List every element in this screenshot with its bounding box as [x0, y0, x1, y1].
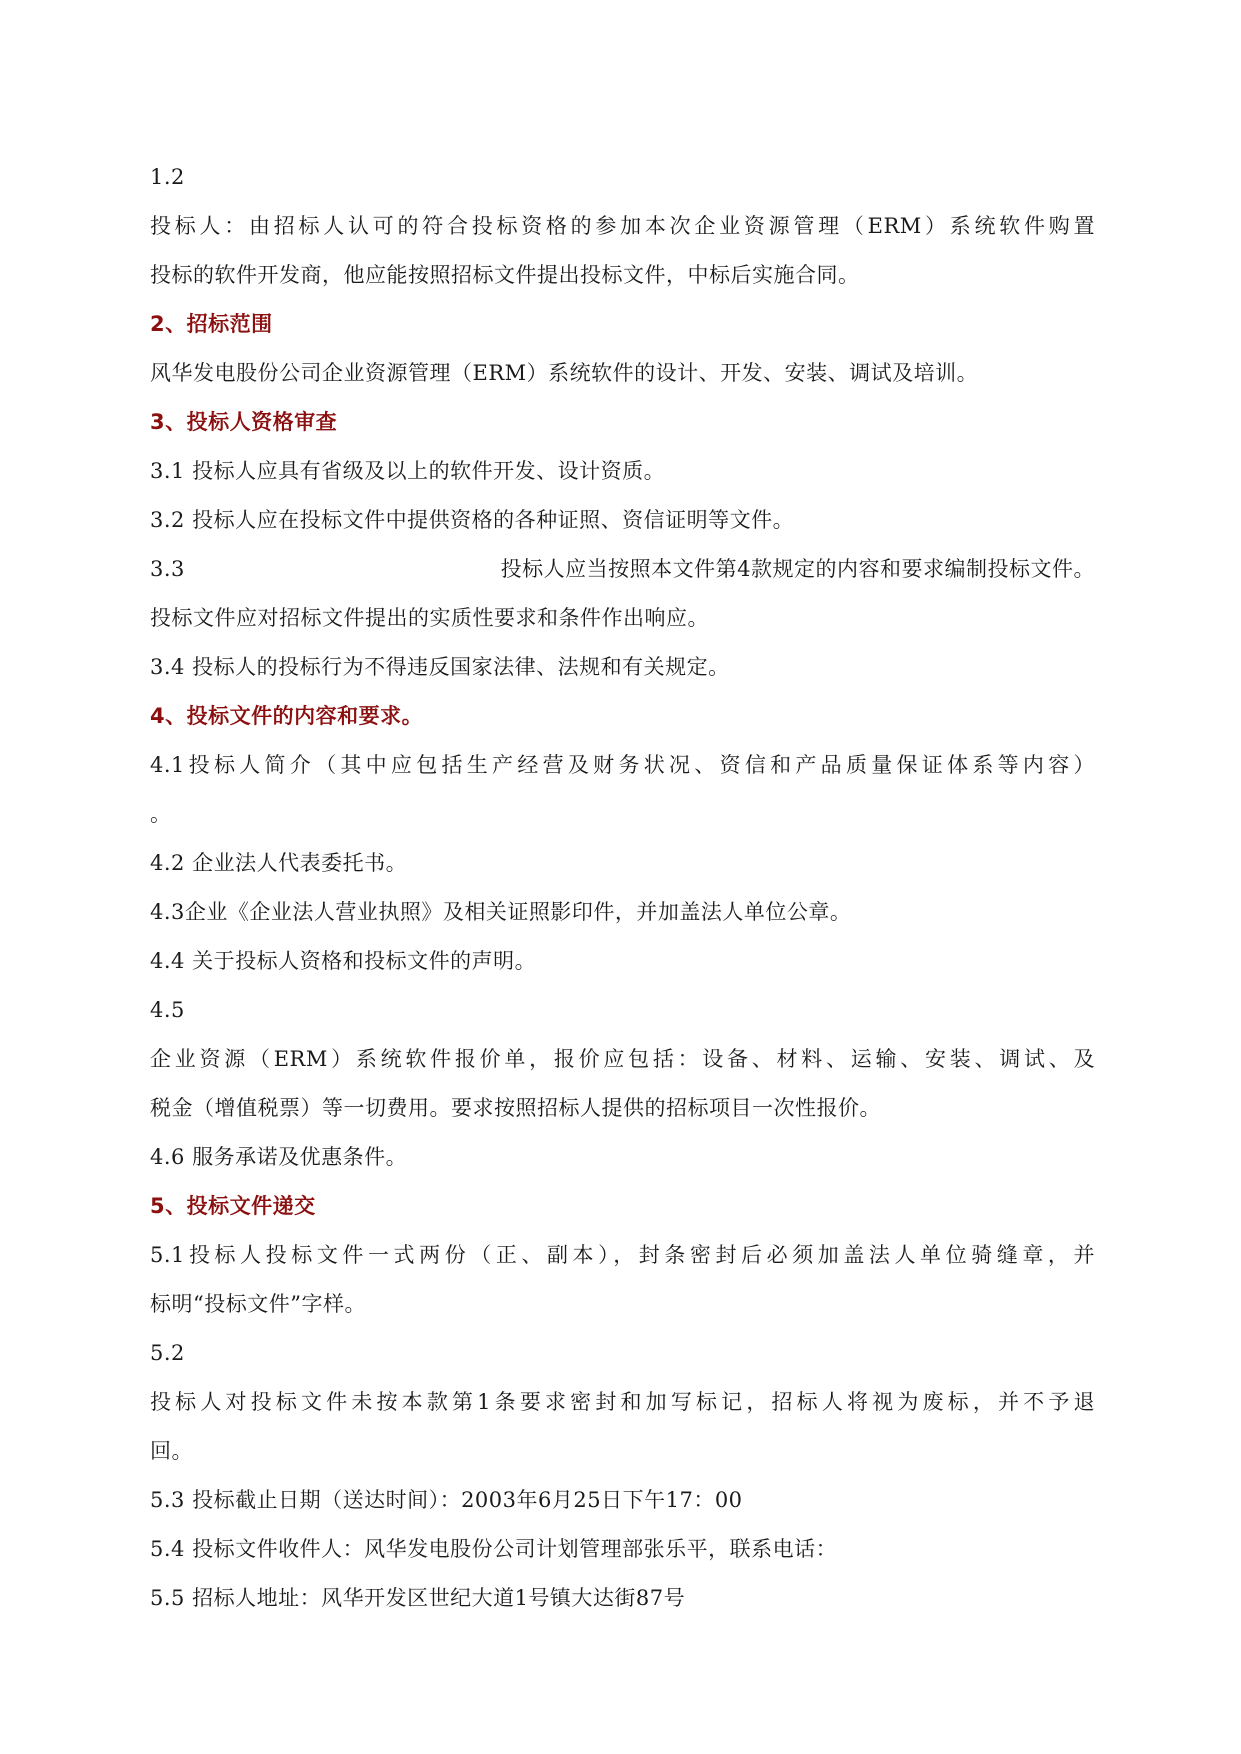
clause-3-3-number: 3.3: [150, 557, 185, 581]
clause-5-2-line-1: 投标人对投标文件未按本款第1条要求密封和加写标记，招标人将视为废标，并不予退: [150, 1390, 1095, 1414]
clause-4-5-number: 4.5: [150, 998, 185, 1022]
clause-3-3-line-1: [150, 545, 1095, 594]
clause-3-4: 3.4 投标人的投标行为不得违反国家法律、法规和有关规定。: [150, 655, 730, 679]
clause-3-1: 3.1 投标人应具有省级及以上的软件开发、设计资质。: [150, 459, 666, 483]
clause-4-2: 4.2 企业法人代表委托书。: [150, 851, 408, 875]
clause-5-2-line-2: 回。: [150, 1439, 193, 1463]
heading-bid-submission: 5、投标文件递交: [150, 1194, 316, 1218]
heading-bid-scope: 2、招标范围: [150, 312, 273, 336]
heading-qualification-review: 3、投标人资格审查: [150, 410, 338, 434]
document-page: [150, 153, 1095, 1623]
clause-4-5-line-1: 企业资源（ERM）系统软件报价单，报价应包括：设备、材料、运输、安装、调试、及: [150, 1047, 1095, 1071]
clause-4-1-line-2: 。: [150, 802, 172, 826]
bidder-definition-line-2: 投标的软件开发商，他应能按照招标文件提出投标文件，中标后实施合同。: [150, 263, 860, 287]
heading-bid-contents: 4、投标文件的内容和要求。: [150, 704, 424, 728]
clause-5-1-line-2: 标明“投标文件”字样。: [150, 1292, 366, 1316]
bid-scope-text: 风华发电股份公司企业资源管理（ERM）系统软件的设计、开发、安装、调试及培训。: [150, 361, 979, 385]
bidder-definition-line-1: 投标人：由招标人认可的符合投标资格的参加本次企业资源管理（ERM）系统软件购置: [150, 214, 1095, 238]
clause-4-4: 4.4 关于投标人资格和投标文件的声明。: [150, 949, 537, 973]
clause-5-3: 5.3 投标截止日期（送达时间）：2003年6月25日下午17：00: [150, 1488, 743, 1512]
clause-4-3: 4.3企业《企业法人营业执照》及相关证照影印件，并加盖法人单位公章。: [150, 900, 852, 924]
clause-5-4: 5.4 投标文件收件人：风华发电股份公司计划管理部张乐平，联系电话：: [150, 1537, 838, 1561]
clause-3-2: 3.2 投标人应在投标文件中提供资格的各种证照、资信证明等文件。: [150, 508, 795, 532]
clause-4-1-line-1: 4.1投标人简介（其中应包括生产经营及财务状况、资信和产品质量保证体系等内容）: [150, 753, 1095, 777]
clause-4-6: 4.6 服务承诺及优惠条件。: [150, 1145, 408, 1169]
clause-3-3-line-2: 投标文件应对招标文件提出的实质性要求和条件作出响应。: [150, 606, 709, 630]
clause-5-2-number: 5.2: [150, 1341, 185, 1365]
clause-5-1-line-1: 5.1投标人投标文件一式两份（正、副本），封条密封后必须加盖法人单位骑缝章，并: [150, 1243, 1095, 1267]
clause-3-3-text: 投标人应当按照本文件第4款规定的内容和要求编制投标文件。: [500, 557, 1095, 581]
clause-1-2-number: 1.2: [150, 165, 185, 189]
clause-4-5-line-2: 税金（增值税票）等一切费用。要求按照招标人提供的招标项目一次性报价。: [150, 1096, 881, 1120]
clause-5-5: 5.5 招标人地址：风华开发区世纪大道1号镇大达街87号: [150, 1586, 686, 1610]
